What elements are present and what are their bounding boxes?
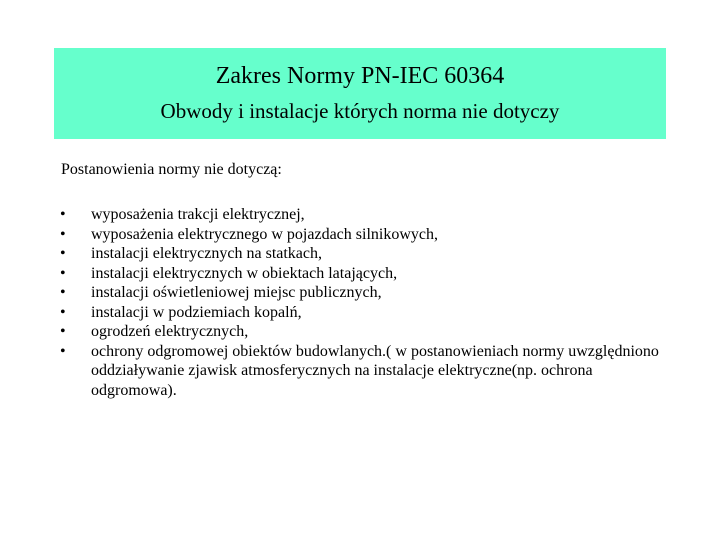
list-item — [60, 283, 670, 303]
bullet-icon: • — [60, 342, 66, 360]
list-item — [60, 225, 670, 245]
list-item-text: wyposażenia elektrycznego w pojazdach silnikowych, — [91, 225, 438, 243]
list-item-text: instalacji elektrycznych w obiektach latających, — [91, 264, 398, 282]
list-item-text: instalacji elektrycznych na statkach, — [91, 245, 323, 262]
exclusions-list — [60, 205, 670, 400]
list-item-text: instalacji oświetleniowej miejsc publicznych, — [91, 284, 382, 301]
list-item — [60, 244, 670, 264]
page-title: Zakres Normy PN-IEC 60364 — [215, 63, 505, 89]
list-item — [60, 303, 670, 323]
list-item-text: ogrodzeń elektrycznych, — [91, 323, 249, 340]
intro-text: Postanowienia normy nie dotyczą: — [61, 161, 282, 178]
list-item — [60, 342, 670, 401]
bullet-icon: • — [60, 225, 66, 243]
bullet-icon: • — [60, 303, 66, 321]
bullet-icon: • — [60, 264, 66, 282]
bullet-icon: • — [60, 284, 66, 301]
list-item — [60, 264, 670, 284]
list-item-text: ochrony odgromowej obiektów budowlanych.( w postanowieniach normy uwzględniono oddziaływanie zjawisk atmosferycznych na instalacje elektryczne(np. ochrona odgromowa). — [91, 342, 659, 399]
page-subtitle: Obwody i instalacje których norma nie dotyczy — [160, 99, 560, 123]
title-banner — [54, 48, 666, 139]
bullet-icon: • — [60, 323, 66, 340]
list-item-text: instalacji w podziemiach kopalń, — [91, 303, 302, 321]
list-item — [60, 205, 670, 225]
list-item — [60, 322, 670, 342]
bullet-icon: • — [60, 245, 66, 262]
list-item-text: wyposażenia trakcji elektrycznej, — [91, 206, 305, 223]
bullet-icon: • — [60, 206, 66, 223]
